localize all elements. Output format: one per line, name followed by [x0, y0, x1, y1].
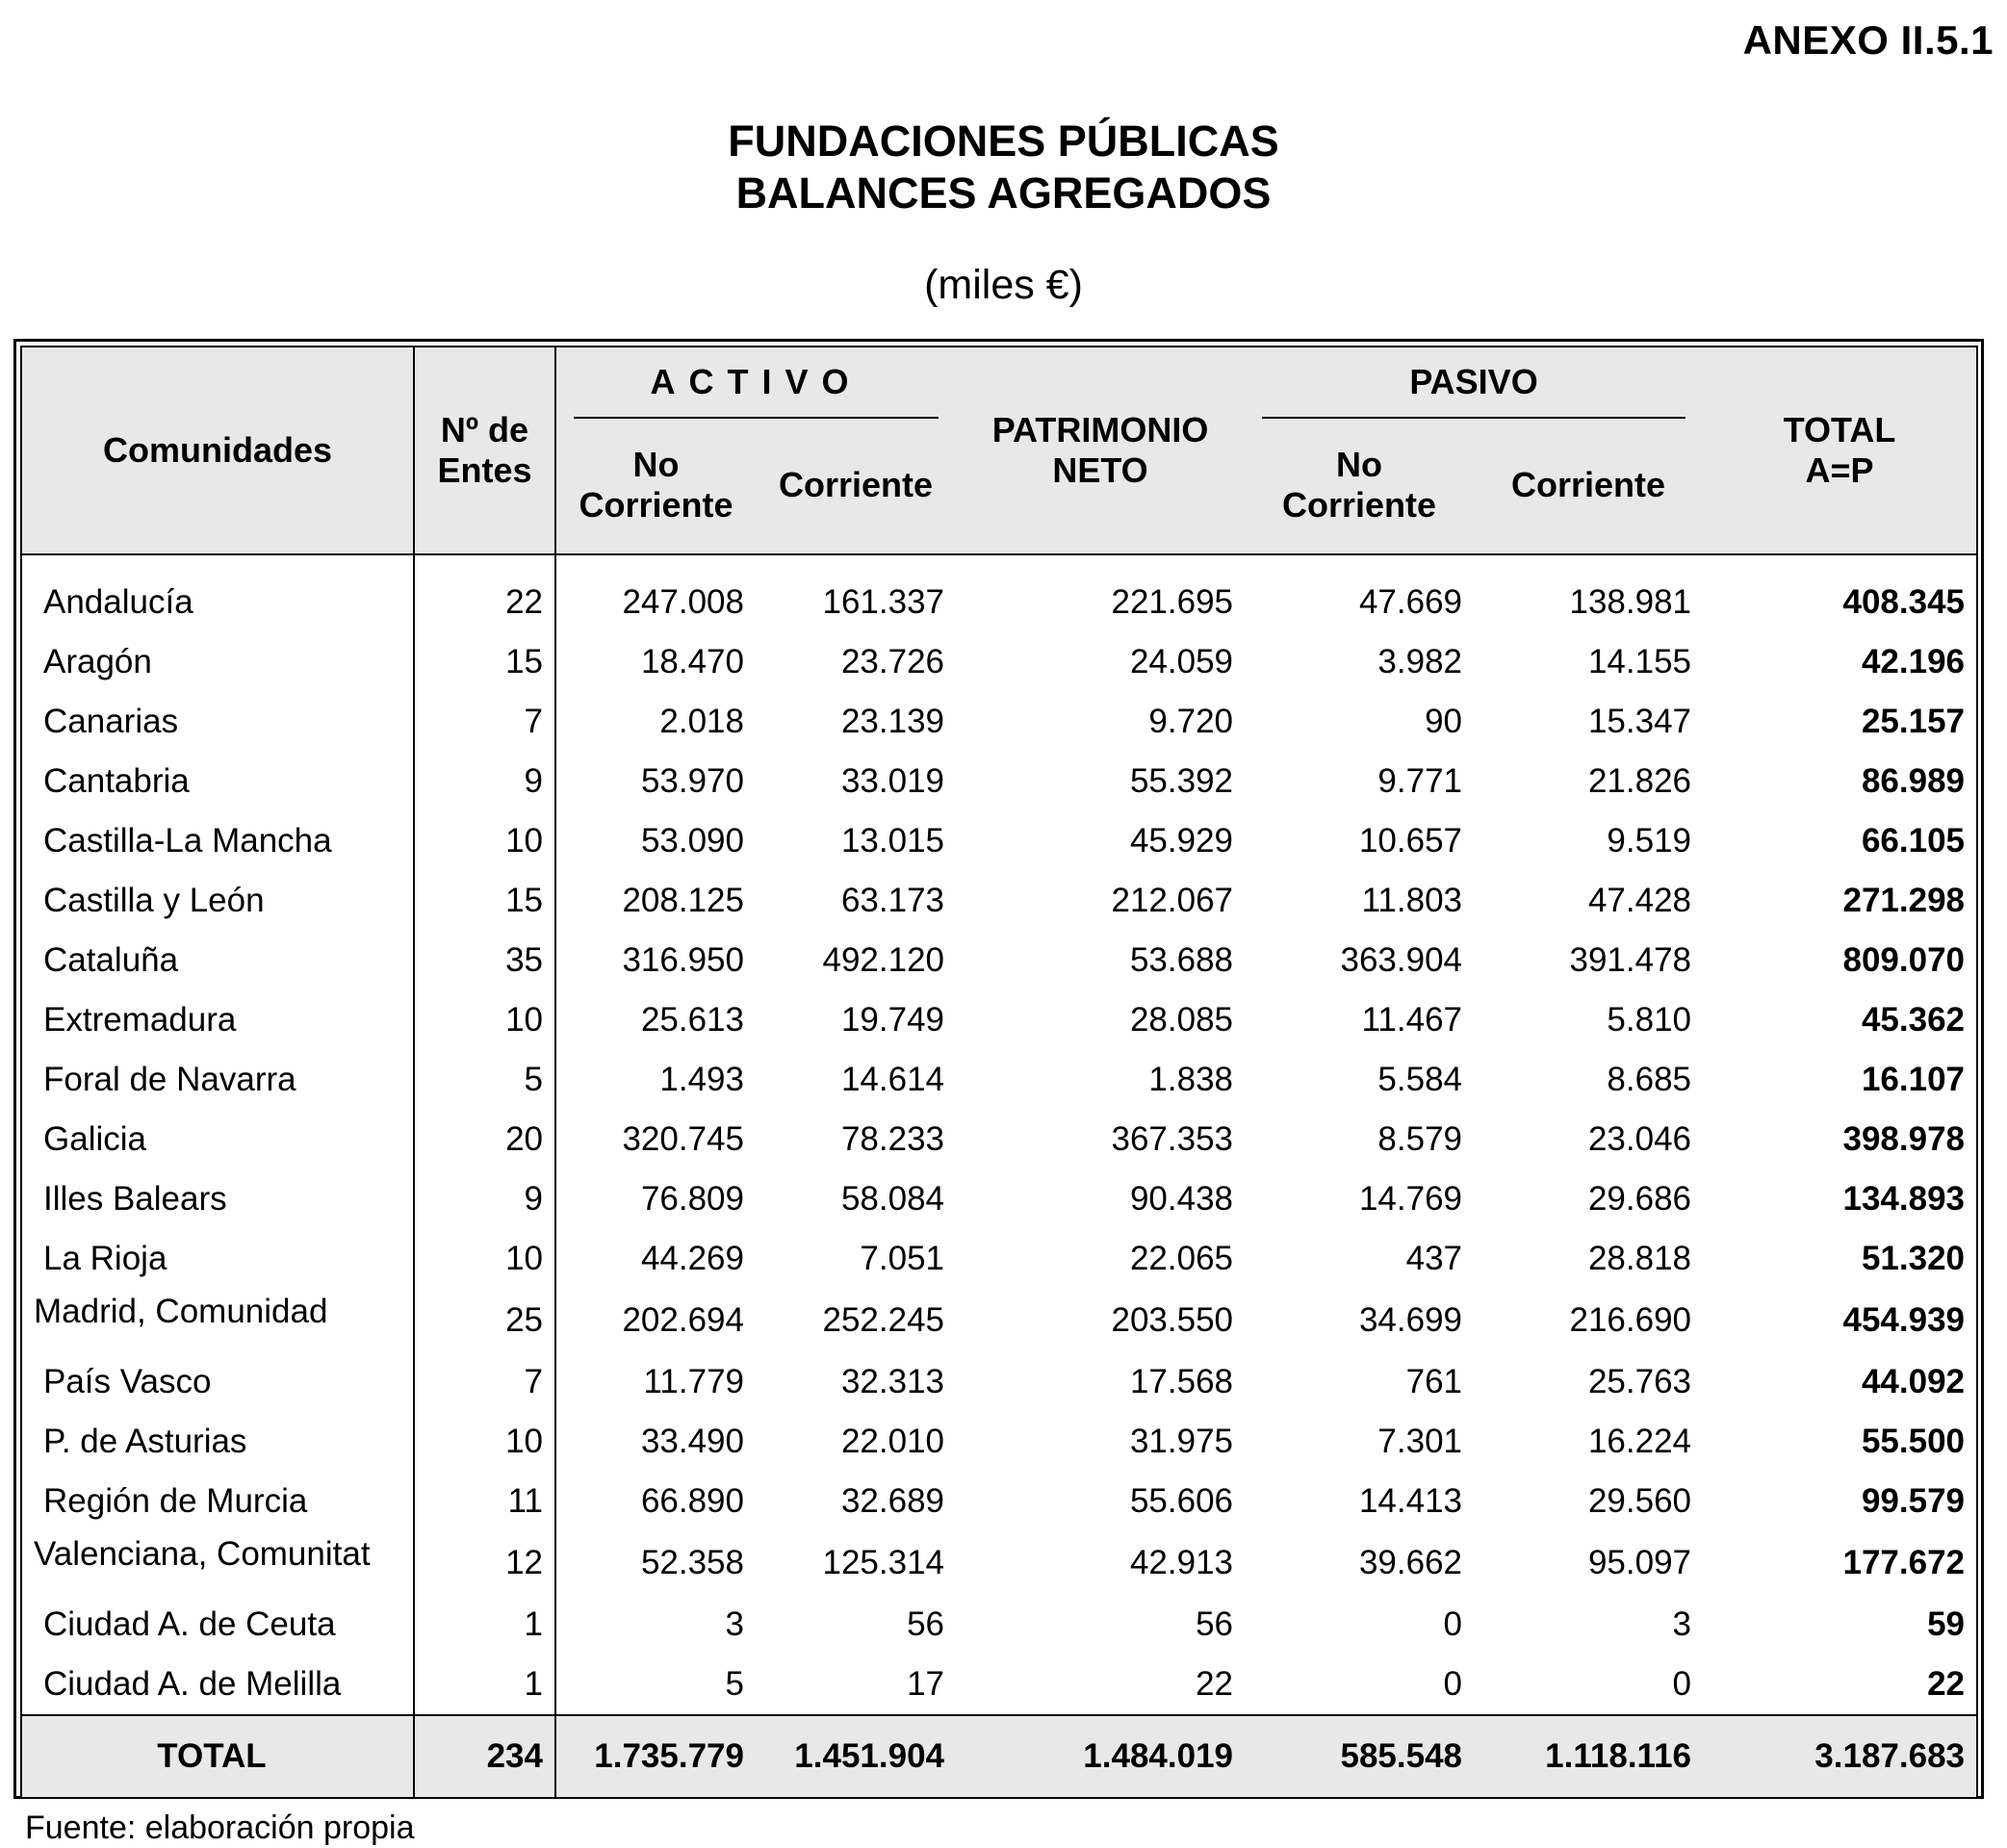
table-row: [21, 871, 1977, 931]
header-pasivo-corriente: Corriente: [1474, 417, 1703, 554]
total-cell: 45.362: [1861, 1001, 1966, 1039]
total-cell: 408.345: [1842, 583, 1966, 621]
activo-no-corriente-cell: 2.018: [659, 703, 744, 740]
header-entes: [414, 346, 555, 554]
title-line-1: FUNDACIONES PÚBLICAS: [728, 116, 1279, 166]
comunidad-name-cell: Región de Murcia: [21, 1472, 414, 1531]
total-cell: 3.187.683: [1703, 1715, 1977, 1798]
activo-no-corriente-cell: 1.735.779: [555, 1715, 756, 1798]
pasivo-no-corriente-cell: 14.413: [1358, 1482, 1463, 1520]
total-cell: 454.939: [1842, 1301, 1966, 1339]
patrimonio-neto-cell: 9.720: [1148, 703, 1234, 740]
activo-no-corriente-cell: 3: [725, 1605, 744, 1643]
pasivo-corriente-cell: 16.224: [1587, 1423, 1692, 1460]
activo-no-corriente-cell: 25.613: [640, 1001, 744, 1039]
comunidad-name-cell: Ciudad A. de Melilla: [21, 1655, 414, 1715]
entes-cell: 7: [414, 692, 555, 752]
pasivo-corriente-cell: 28.818: [1587, 1240, 1692, 1277]
pasivo-corriente-cell: 3: [1672, 1605, 1692, 1643]
comunidad-name-cell: Valenciana, Comunitat: [21, 1531, 414, 1595]
entes-cell: 35: [414, 931, 555, 990]
source-note: Fuente: elaboración propia: [25, 1810, 415, 1846]
header-pasivo-nc-line-2: Corriente: [1282, 485, 1437, 525]
header-activo-label: ACTIVO: [650, 362, 862, 401]
pasivo-no-corriente-cell: 0: [1443, 1605, 1463, 1643]
activo-corriente-cell: 32.313: [840, 1363, 945, 1400]
activo-no-corriente-cell: 53.090: [640, 822, 744, 860]
comunidad-name-cell: País Vasco: [21, 1352, 414, 1412]
patrimonio-neto-cell: 1.484.019: [956, 1715, 1245, 1798]
table-row: [21, 931, 1977, 990]
pasivo-divider: [1262, 417, 1685, 419]
total-cell: 55.500: [1861, 1423, 1966, 1460]
header-patrimonio-line-2: NETO: [1052, 450, 1148, 490]
pasivo-no-corriente-cell: 9.771: [1377, 762, 1463, 800]
total-cell: 16.107: [1861, 1061, 1966, 1098]
table-row: [21, 1289, 1977, 1352]
pasivo-corriente-cell: 9.519: [1607, 822, 1692, 860]
pasivo-corriente-cell: 23.046: [1587, 1120, 1692, 1158]
comunidad-name-cell: Foral de Navarra: [21, 1050, 414, 1110]
table-row: [21, 1110, 1977, 1169]
table-row: [21, 554, 1977, 632]
header-activo-corriente: Corriente: [756, 417, 956, 554]
activo-corriente-cell: 252.245: [822, 1301, 945, 1339]
entes-cell: 234: [414, 1715, 555, 1798]
entes-cell: 12: [414, 1531, 555, 1595]
header-total: [1703, 346, 1977, 554]
activo-corriente-cell: 22.010: [840, 1423, 945, 1460]
activo-corriente-cell: 58.084: [840, 1180, 945, 1218]
annex-label: ANEXO II.5.1: [1742, 17, 1994, 63]
activo-no-corriente-cell: 53.970: [640, 762, 744, 800]
total-row: [21, 1715, 1977, 1798]
comunidad-name-cell: Aragón: [21, 632, 414, 692]
pasivo-corriente-cell: 138.981: [1569, 583, 1692, 621]
table-row: [21, 1472, 1977, 1531]
activo-no-corriente-cell: 66.890: [640, 1482, 744, 1520]
activo-corriente-cell: 14.614: [840, 1061, 945, 1098]
patrimonio-neto-cell: 28.085: [1129, 1001, 1234, 1039]
pasivo-corriente-cell: 5.810: [1607, 1001, 1692, 1039]
header-entes-line-2: Entes: [437, 450, 532, 490]
activo-divider: [574, 417, 939, 419]
pasivo-no-corriente-cell: 8.579: [1377, 1120, 1463, 1158]
pasivo-corriente-cell: 15.347: [1587, 703, 1692, 740]
table-row: [21, 1050, 1977, 1110]
patrimonio-neto-cell: 1.838: [1148, 1061, 1234, 1098]
table-body: [21, 554, 1977, 1798]
patrimonio-neto-cell: 90.438: [1129, 1180, 1234, 1218]
patrimonio-neto-cell: 22: [1196, 1665, 1234, 1703]
activo-no-corriente-cell: 76.809: [640, 1180, 744, 1218]
activo-corriente-cell: 17: [907, 1665, 945, 1703]
patrimonio-neto-cell: 31.975: [1129, 1423, 1234, 1460]
pasivo-corriente-cell: 47.428: [1587, 882, 1692, 919]
patrimonio-neto-cell: 17.568: [1129, 1363, 1234, 1400]
total-cell: 51.320: [1861, 1240, 1966, 1277]
pasivo-corriente-cell: 29.686: [1587, 1180, 1692, 1218]
comunidad-name-cell: Canarias: [21, 692, 414, 752]
activo-no-corriente-cell: 247.008: [622, 583, 744, 621]
table-row: [21, 1352, 1977, 1412]
pasivo-no-corriente-cell: 34.699: [1358, 1301, 1463, 1339]
patrimonio-neto-cell: 53.688: [1129, 941, 1234, 979]
table-row: [21, 1229, 1977, 1289]
patrimonio-neto-cell: 221.695: [1111, 583, 1234, 621]
total-cell: 59: [1927, 1605, 1966, 1643]
title-line-2: BALANCES AGREGADOS: [735, 168, 1272, 218]
activo-no-corriente-cell: 44.269: [640, 1240, 744, 1277]
activo-no-corriente-cell: 316.950: [622, 941, 744, 979]
activo-corriente-cell: 78.233: [840, 1120, 945, 1158]
activo-no-corriente-cell: 52.358: [640, 1544, 744, 1581]
activo-corriente-cell: 33.019: [840, 762, 945, 800]
total-cell: 22: [1927, 1665, 1966, 1703]
header-total-line-1: TOTAL: [1783, 410, 1896, 449]
pasivo-no-corriente-cell: 90: [1425, 703, 1463, 740]
pasivo-no-corriente-cell: 761: [1405, 1363, 1463, 1400]
entes-cell: 7: [414, 1352, 555, 1412]
activo-no-corriente-cell: 5: [725, 1665, 744, 1703]
comunidad-name-cell: Ciudad A. de Ceuta: [21, 1595, 414, 1655]
table-row: [21, 1412, 1977, 1472]
activo-corriente-cell: 19.749: [840, 1001, 945, 1039]
pasivo-corriente-cell: 216.690: [1569, 1301, 1692, 1339]
patrimonio-neto-cell: 45.929: [1129, 822, 1234, 860]
entes-cell: 9: [414, 752, 555, 811]
table-header: [21, 346, 1977, 554]
header-patrimonio-neto: [956, 346, 1245, 554]
activo-no-corriente-cell: 18.470: [640, 643, 744, 680]
total-cell: 99.579: [1861, 1482, 1966, 1520]
header-pasivo: [1245, 346, 1703, 417]
entes-cell: 1: [414, 1655, 555, 1715]
table-frame: [13, 339, 1984, 1799]
activo-no-corriente-cell: 202.694: [622, 1301, 744, 1339]
header-entes-line-1: Nº de: [440, 410, 529, 449]
header-pasivo-nc-line-1: No: [1336, 445, 1383, 484]
pasivo-no-corriente-cell: 363.904: [1340, 941, 1463, 979]
pasivo-corriente-cell: 0: [1672, 1665, 1692, 1703]
table-row: [21, 752, 1977, 811]
entes-cell: 1: [414, 1595, 555, 1655]
entes-cell: 20: [414, 1110, 555, 1169]
activo-corriente-cell: 13.015: [840, 822, 945, 860]
comunidad-name-cell: P. de Asturias: [21, 1412, 414, 1472]
comunidad-name-cell: Illes Balears: [21, 1169, 414, 1229]
patrimonio-neto-cell: 56: [1196, 1605, 1234, 1643]
pasivo-corriente-cell: 14.155: [1587, 643, 1692, 680]
pasivo-no-corriente-cell: 10.657: [1358, 822, 1463, 860]
comunidad-name-cell: Cataluña: [21, 931, 414, 990]
pasivo-no-corriente-cell: 437: [1405, 1240, 1463, 1277]
patrimonio-neto-cell: 212.067: [1111, 882, 1234, 919]
header-activo: [555, 346, 956, 417]
activo-corriente-cell: 56: [907, 1605, 945, 1643]
patrimonio-neto-cell: 22.065: [1129, 1240, 1234, 1277]
entes-cell: 25: [414, 1289, 555, 1352]
table-row: [21, 692, 1977, 752]
activo-corriente-cell: 492.120: [822, 941, 945, 979]
table-row: [21, 1169, 1977, 1229]
entes-cell: 10: [414, 1412, 555, 1472]
pasivo-corriente-cell: 8.685: [1607, 1061, 1692, 1098]
table-row: [21, 811, 1977, 871]
activo-corriente-cell: 161.337: [822, 583, 945, 621]
entes-cell: 10: [414, 811, 555, 871]
activo-corriente-cell: 7.051: [860, 1240, 945, 1277]
comunidad-name-cell: Madrid, Comunidad: [21, 1289, 414, 1352]
comunidad-name-cell: Castilla-La Mancha: [21, 811, 414, 871]
pasivo-no-corriente-cell: 11.467: [1361, 1001, 1463, 1039]
activo-corriente-cell: 125.314: [822, 1544, 945, 1581]
comunidad-name-cell: Andalucía: [21, 554, 414, 632]
units-label: (miles €): [924, 262, 1083, 308]
pasivo-no-corriente-cell: 11.803: [1361, 882, 1463, 919]
total-cell: 398.978: [1842, 1120, 1966, 1158]
patrimonio-neto-cell: 24.059: [1129, 643, 1234, 680]
entes-cell: 10: [414, 990, 555, 1050]
comunidad-name-cell: Cantabria: [21, 752, 414, 811]
activo-corriente-cell: 63.173: [840, 882, 945, 919]
entes-cell: 10: [414, 1229, 555, 1289]
comunidad-name-cell: Galicia: [21, 1110, 414, 1169]
activo-corriente-cell: 1.451.904: [756, 1715, 956, 1798]
total-cell: 177.672: [1842, 1544, 1966, 1581]
total-cell: 66.105: [1861, 822, 1966, 860]
balances-table: [20, 346, 1978, 1799]
patrimonio-neto-cell: 367.353: [1111, 1120, 1234, 1158]
entes-cell: 15: [414, 632, 555, 692]
activo-no-corriente-cell: 33.490: [640, 1423, 744, 1460]
header-activo-no-corriente: [555, 417, 756, 554]
pasivo-no-corriente-cell: 585.548: [1245, 1715, 1474, 1798]
pasivo-no-corriente-cell: 7.301: [1377, 1423, 1463, 1460]
patrimonio-neto-cell: 55.392: [1129, 762, 1234, 800]
activo-no-corriente-cell: 208.125: [622, 882, 744, 919]
total-cell: 25.157: [1861, 703, 1966, 740]
entes-cell: 11: [414, 1472, 555, 1531]
activo-no-corriente-cell: 11.779: [643, 1363, 744, 1400]
entes-cell: 15: [414, 871, 555, 931]
header-pasivo-label: PASIVO: [1409, 362, 1538, 401]
pasivo-no-corriente-cell: 47.669: [1358, 583, 1463, 621]
total-cell: 809.070: [1842, 941, 1966, 979]
header-pasivo-no-corriente: [1245, 417, 1474, 554]
entes-cell: 5: [414, 1050, 555, 1110]
table-row: [21, 632, 1977, 692]
pasivo-no-corriente-cell: 3.982: [1377, 643, 1463, 680]
activo-no-corriente-cell: 320.745: [622, 1120, 744, 1158]
header-activo-nc-line-1: No: [632, 445, 680, 484]
table-row: [21, 1595, 1977, 1655]
pasivo-corriente-cell: 95.097: [1587, 1544, 1692, 1581]
comunidad-name-cell: TOTAL: [21, 1715, 414, 1798]
comunidad-name-cell: Extremadura: [21, 990, 414, 1050]
entes-cell: 22: [414, 554, 555, 632]
pasivo-corriente-cell: 391.478: [1569, 941, 1692, 979]
comunidad-name-cell: La Rioja: [21, 1229, 414, 1289]
pasivo-corriente-cell: 21.826: [1587, 762, 1692, 800]
total-cell: 86.989: [1861, 762, 1966, 800]
patrimonio-neto-cell: 203.550: [1111, 1301, 1234, 1339]
pasivo-corriente-cell: 1.118.116: [1474, 1715, 1703, 1798]
activo-corriente-cell: 32.689: [840, 1482, 945, 1520]
pasivo-no-corriente-cell: 39.662: [1358, 1544, 1463, 1581]
table-row: [21, 1655, 1977, 1715]
entes-cell: 9: [414, 1169, 555, 1229]
activo-corriente-cell: 23.726: [840, 643, 945, 680]
pasivo-no-corriente-cell: 5.584: [1377, 1061, 1463, 1098]
activo-no-corriente-cell: 1.493: [659, 1061, 744, 1098]
table-row: [21, 990, 1977, 1050]
patrimonio-neto-cell: 55.606: [1129, 1482, 1234, 1520]
total-cell: 42.196: [1861, 643, 1966, 680]
total-cell: 44.092: [1861, 1363, 1966, 1400]
header-total-line-2: A=P: [1805, 450, 1874, 490]
pasivo-corriente-cell: 29.560: [1587, 1482, 1692, 1520]
page-title: [0, 116, 2007, 219]
total-cell: 134.893: [1842, 1180, 1966, 1218]
table-row: [21, 1531, 1977, 1595]
comunidad-name-cell: Castilla y León: [21, 871, 414, 931]
header-patrimonio-line-1: PATRIMONIO: [991, 410, 1209, 449]
activo-corriente-cell: 23.139: [840, 703, 945, 740]
pasivo-corriente-cell: 25.763: [1587, 1363, 1692, 1400]
patrimonio-neto-cell: 42.913: [1129, 1544, 1234, 1581]
total-cell: 271.298: [1842, 882, 1966, 919]
header-activo-nc-line-2: Corriente: [579, 485, 733, 525]
pasivo-no-corriente-cell: 14.769: [1358, 1180, 1463, 1218]
pasivo-no-corriente-cell: 0: [1443, 1665, 1463, 1703]
header-comunidades: Comunidades: [21, 346, 414, 554]
